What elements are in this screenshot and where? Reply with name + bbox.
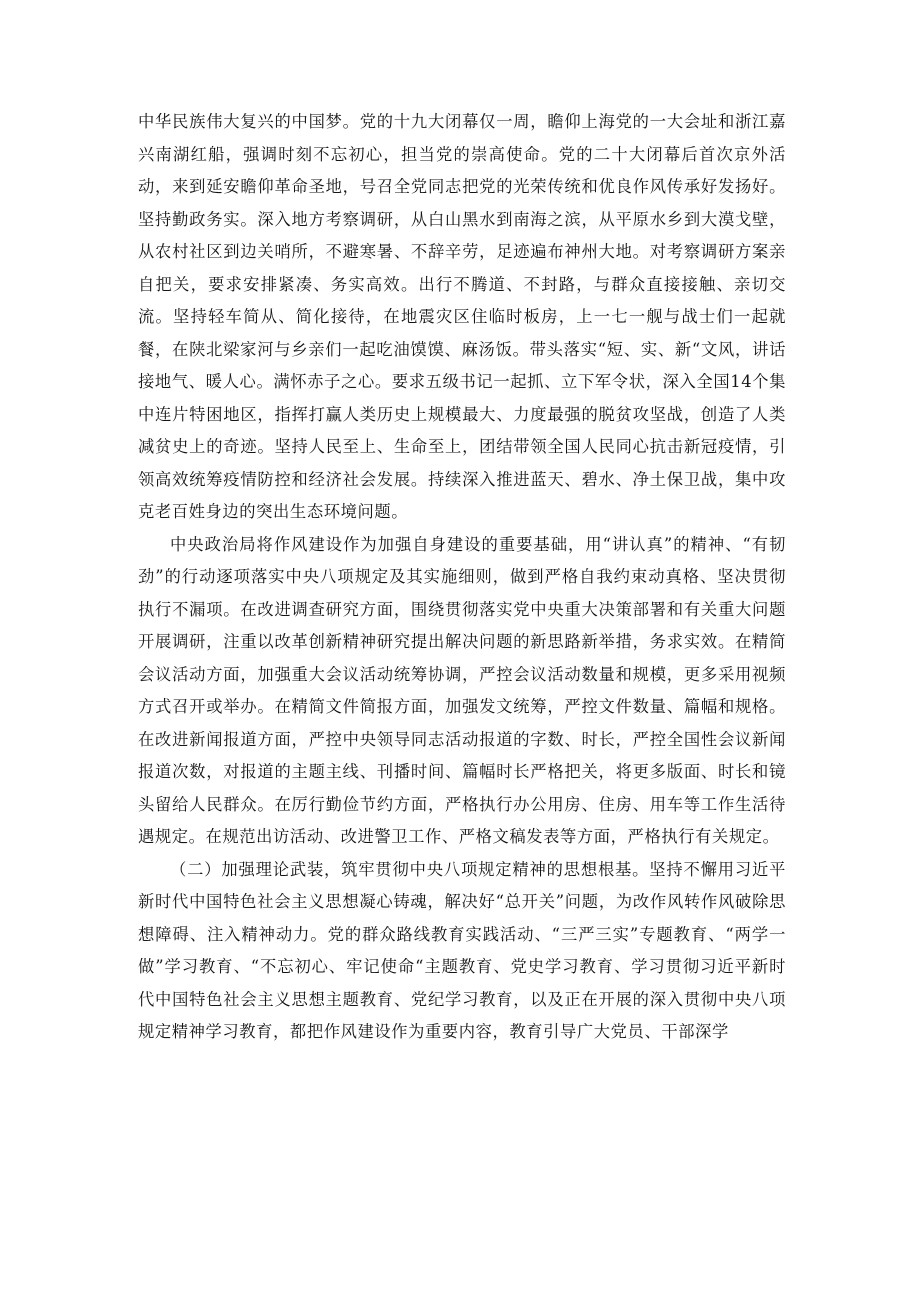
paragraph-continued-from-previous-page: 中华民族伟大复兴的中国梦。党的十九大闭幕仅一周，瞻仰上海党的一大会址和浙江嘉兴南湖红船，强调时刻不忘初心，担当党的崇高使命。党的二十大闭幕后首次京外活动，来到延安瞻仰革命圣地，号召全党同志把党的光荣传统和优良作风传承好发扬好。坚持勤政务实。深入地方考察调研，从白山黑水到南海之滨，从平原水乡到大漠戈壁，从农村社区到边关哨所，不避寒暑、不辞辛劳，足迹遍布神州大地。对考察调研方案亲自把关，要求安排紧凑、务实高效。出行不腾道、不封路，与群众直接接触、亲切交流。坚持轻车简从、简化接待，在地震灾区住临时板房，上一七一舰与战士们一起就餐，在陕北梁家河与乡亲们一起吃油馍馍、麻汤饭。带头落实“短、实、新“文风，讲话接地气、暖人心。满怀赤子之心。要求五级书记一起抓、立下军令状，深入全国14个集中连片特困地区，指挥打赢人类历史上规模最大、力度最强的脱贫攻坚战，创造了人类减贫史上的奇迹。坚持人民至上、生命至上，团结带领全国人民同心抗击新冠疫情，引领高效统筹疫情防控和经济社会发展。持续深入推进蓝天、碧水、净土保卫战，集中攻克老百姓身边的突出生态环境问题。 <box>138 112 786 521</box>
document-body <box>138 106 786 1049</box>
paragraph-section-two-theory-study: （二）加强理论武装，筑牢贯彻中央八项规定精神的思想根基。坚持不懈用习近平新时代中国特色社会主义思想凝心铸魂，解决好“总开关”问题，为改作风转作风破除思想障碍、注入精神动力。党的群众路线教育实践活动、“三严三实”专题教育、“两学一做”学习教育、“不忘初心、牢记使命“主题教育、党史学习教育、学习贯彻习近平新时代中国特色社会主义思想主题教育、党纪学习教育，以及正在开展的深入贯彻中央八项规定精神学习教育，都把作风建设作为重要内容，教育引导广大党员、干部深学 <box>138 859 786 1041</box>
paragraph-politburo-work-style: 中央政治局将作风建设作为加强自身建设的重要基础，用“讲认真”的精神、“有韧劲”的行动逐项落实中央八项规定及其实施细则，做到严格自我约束动真格、坚决贯彻执行不漏项。在改进调查研究方面，围绕贯彻落实党中央重大决策部署和有关重大问题开展调研，注重以改革创新精神研究提出解决问题的新思路新举措，务求实效。在精简会议活动方面，加强重大会议活动统筹协调，严控会议活动数量和规模，更多采用视频方式召开或举办。在精简文件简报方面，加强发文统筹，严控文件数量、篇幅和规格。在改进新闻报道方面，严控中央领导同志活动报道的字数、时长，严控全国性会议新闻报道次数，对报道的主题主线、刊播时间、篇幅时长严格把关，将更多版面、时长和镜头留给人民群众。在厉行勤俭节约方面，严格执行办公用房、住房、用车等工作生活待遇规定。在规范出访活动、改进警卫工作、严格文稿发表等方面，严格执行有关规定。 <box>138 534 786 846</box>
